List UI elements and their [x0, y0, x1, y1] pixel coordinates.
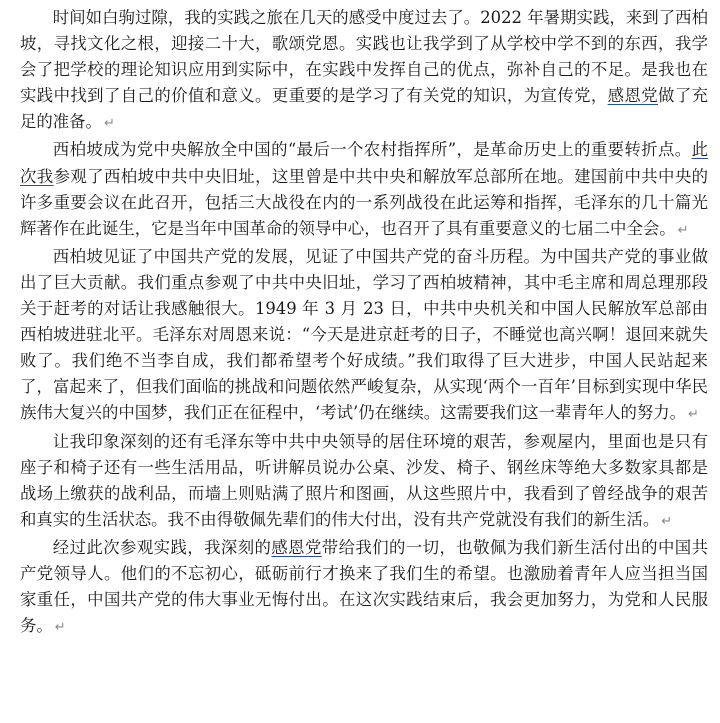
paragraph-1-text-a: 时间如白驹过隙，我的实践之旅在几天的感受中度过去了。2022 年暑期实践，来到了西柏坡，寻找文化之根，迎接二十大，歌颂党恩。实践也让我学到了从学校中学不到的东西，我学会了把学校的理论知识应用到实际中，在实践中发挥自己的优点，弥补自己的不足。是我也在实践中找到了自己的价值和意义。更重要的是学习了有关党的知识，为宣传党， [20, 8, 708, 106]
paragraph-5-text-a: 经过此次参观实践，我深刻的 [52, 537, 272, 557]
paragraph-1-text-b: 做了充足的准备。 [20, 86, 709, 132]
paragraph-2-text-a: 西柏坡成为党中央解放全中国的“最后一个农村指挥所”，是革命历史上的重要转折点。 [52, 140, 692, 160]
paragraph-mark-icon: ↵ [103, 116, 115, 132]
paragraph-mark-icon: ↵ [688, 407, 699, 423]
paragraph-mark-icon: ↵ [54, 620, 66, 636]
paragraph-mark-icon: ↵ [677, 222, 689, 238]
underlined-phrase-this-time-i: 此次我 [20, 140, 708, 186]
paragraph-3-text: 西柏坡见证了中国共产党的发展，见证了中国共产党的奋斗历程。为中国共产党的事业做出了巨大贡献。我们重点参观了中共中央旧址，学习了西柏坡精神，其中毛主席和周总理那段关于赶考的对话让我感触很大。1949 年 3 月 23 日，中共中央机关和中国人民解放军总部由西柏坡进驻北平。毛泽东对周恩来说：“今天是进京赶考的日子，不睡觉也高兴啊！退回来就失败了。我们绝不当李自成，我们都希望考个好成绩。”我们取得了巨大进步，中国人民站起来了，富起来了，但我们面临的挑战和问题依然严峻复杂，从实现‘两个一百年’目标到实现中华民族伟大复兴的中国梦，我们正在征程中，‘考试’仍在继续。这需要我们这一辈青年人的努力。 [20, 246, 708, 423]
paragraph-5 [20, 535, 708, 641]
paragraph-3 [20, 244, 708, 429]
paragraph-mark-icon: ↵ [661, 513, 673, 529]
paragraph-2 [20, 137, 708, 243]
underlined-phrase-gratitude-party: 感恩党 [607, 86, 659, 106]
paragraph-4-text: 让我印象深刻的还有毛泽东等中共中央领导的居住环境的艰苦，参观屋内，里面也是只有座子和椅子还有一些生活用品，听讲解员说办公桌、沙发、椅子、钢丝床等绝大多数家具都是战场上缴获的战利品，而墙上则贴满了照片和图画，从这些照片中，我看到了曾经战争的艰苦和真实的生活状态。我不由得敬佩先辈们的伟大付出，没有共产党就没有我们的新生活。 [20, 431, 708, 529]
underlined-phrase-gratitude-party: 感恩党 [271, 537, 322, 557]
paragraph-1 [20, 5, 708, 137]
paragraph-4 [20, 429, 708, 535]
paragraph-2-text-b: 参观了西柏坡中共中央旧址，这里曾是中共中央和解放军总部所在地。建国前中共中央的许多重要会议在此召开，包括三大战役在内的一系列战役在此运筹和指挥，毛泽东的几十篇光辉著作在此诞生，它是当年中国革命的领导中心，也召开了具有重要意义的七届二中全会。 [20, 166, 709, 238]
paragraph-5-text-b: 带给我们的一切，也敬佩为我们新生活付出的中国共产党领导人。他们的不忘初心，砥砺前行才换来了我们生的希望。也激励着青年人应当担当国家重任，中国共产党的伟大事业无悔付出。在这次实践结束后，我会更加努力，为党和人民服务。 [20, 537, 709, 636]
